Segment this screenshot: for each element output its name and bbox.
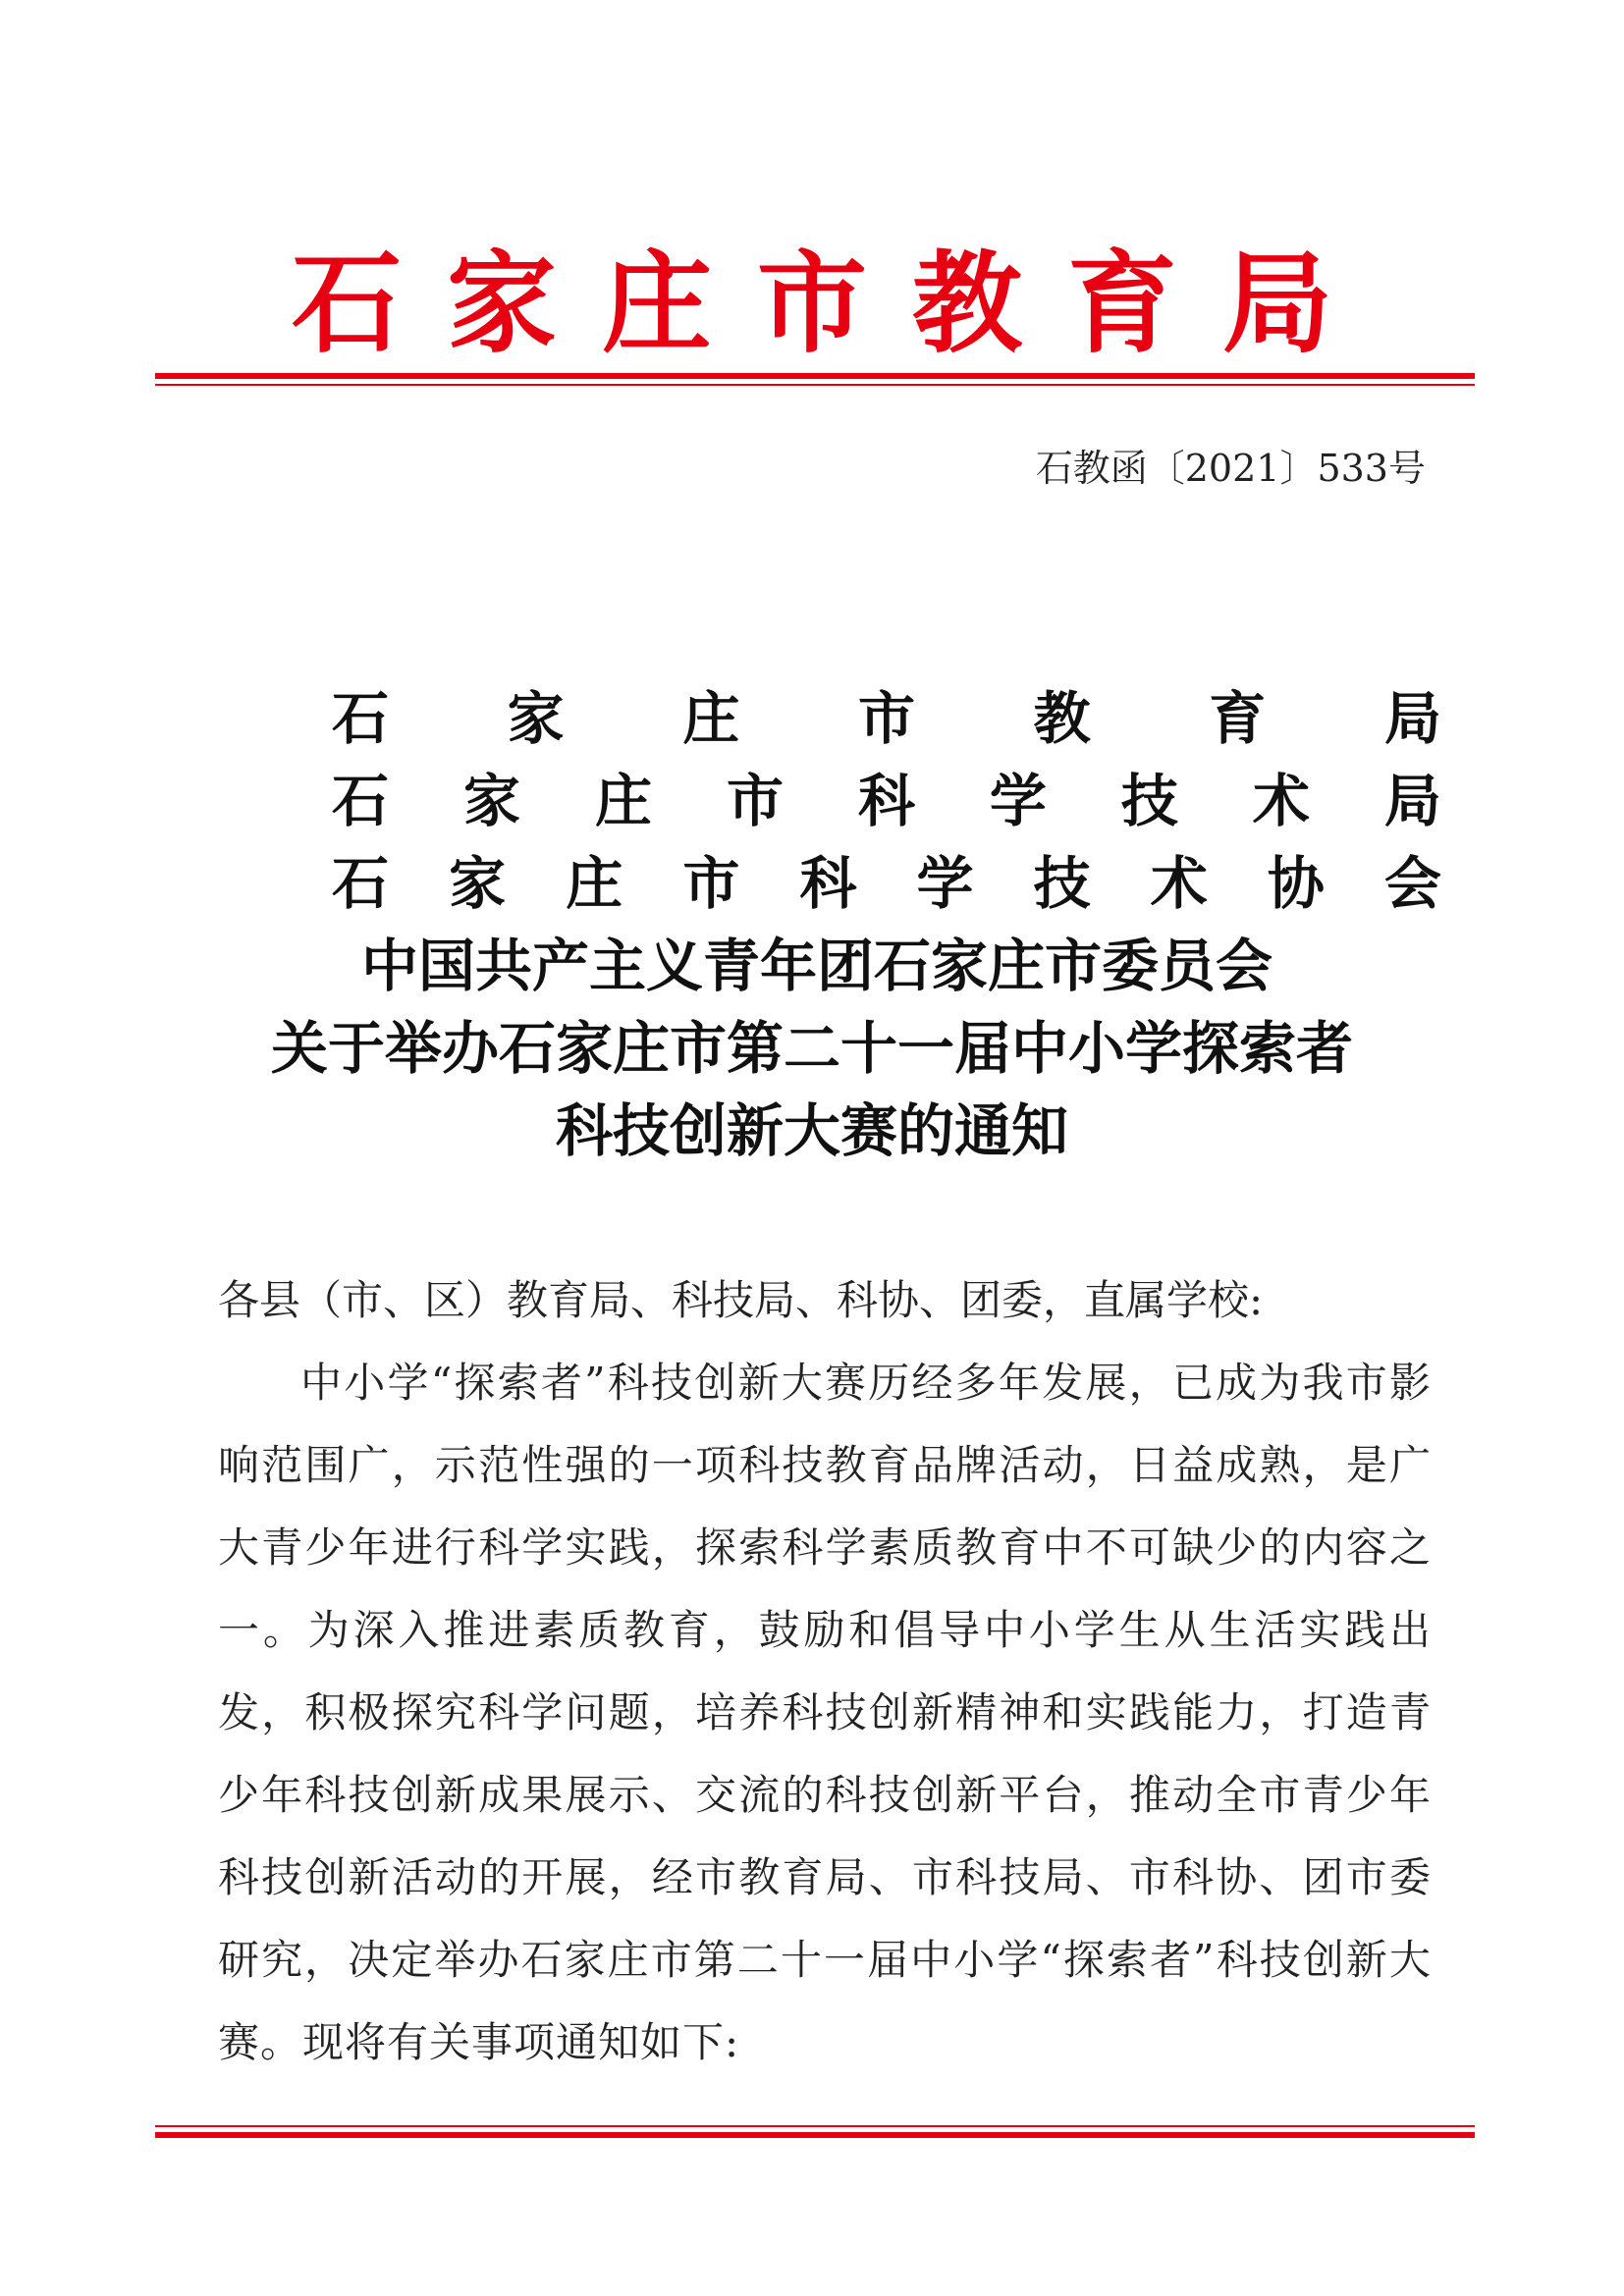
title-char: 家 [462, 768, 520, 834]
header-divider [155, 373, 1475, 386]
title-char: 石 [332, 850, 390, 917]
title-issuer-4: 中国共产主义青年团石家庄市委员会 [360, 933, 1272, 999]
title-char: 技 [1033, 850, 1091, 917]
document-number: 石教函〔2021〕533号 [1035, 447, 1426, 490]
title-char: 市 [682, 850, 740, 917]
title-char: 庄 [566, 850, 623, 917]
title-char: 石 [332, 768, 390, 834]
title-char: 市 [726, 768, 784, 834]
header-divider-thick-line [155, 373, 1475, 379]
title-subject-line-1: 关于举办石家庄市第二十一届中小学探索者 [270, 1015, 1353, 1082]
title-char: 家 [449, 850, 507, 917]
title-char: 家 [507, 685, 565, 752]
title-char: 石 [332, 685, 390, 752]
title-char: 学 [989, 768, 1047, 834]
title-issuer-1 [332, 677, 1441, 760]
footer-divider-thick-line [155, 2132, 1475, 2138]
title-issuer-2 [332, 760, 1441, 842]
title-char: 庄 [594, 768, 652, 834]
title-char: 技 [1120, 768, 1178, 834]
title-char: 市 [857, 685, 915, 752]
title-char: 科 [857, 768, 915, 834]
footer-divider [155, 2125, 1475, 2138]
title-char: 术 [1252, 768, 1310, 834]
masthead-title: 石家庄市教育局 [292, 239, 1378, 368]
title-char: 科 [799, 850, 857, 917]
title-char: 局 [1383, 685, 1441, 752]
title-char: 教 [1033, 685, 1091, 752]
salutation: 各县（市、区）教育局、科技局、科协、团委，直属学校: [218, 1276, 1264, 1324]
title-subject-line-2: 科技创新大赛的通知 [555, 1097, 1068, 1164]
body-paragraph: 中小学“探索者”科技创新大赛历经多年发展，已成为我市影响范围广，示范性强的一项科技教育品牌活动，日益成熟，是广大青少年进行科学实践，探索科学素质教育中不可缺少的内容之一。为深入推进素质教育，鼓励和倡导中小学生从生活实践出发，积极探究科学问题，培养科技创新精神和实践能力，打造青少年科技创新成果展示、交流的科技创新平台，推动全市青少年科技创新活动的开展，经市教育局、市科技局、市科协、团市委研究，决定举办石家庄市第二十一届中小学“探索者”科技创新大赛。现将有关事项通知如下: [218, 1359, 1432, 2066]
title-char: 术 [1150, 850, 1208, 917]
document-title [216, 677, 1441, 1172]
title-issuer-3 [332, 842, 1441, 925]
title-char: 庄 [682, 685, 740, 752]
title-char: 育 [1209, 685, 1267, 752]
title-char: 局 [1383, 768, 1441, 834]
document-body [218, 1259, 1432, 2084]
title-char: 会 [1383, 850, 1441, 917]
footer-divider-thin-line [155, 2125, 1475, 2127]
header-divider-thin-line [155, 384, 1475, 386]
title-char: 协 [1267, 850, 1325, 917]
title-char: 学 [916, 850, 974, 917]
